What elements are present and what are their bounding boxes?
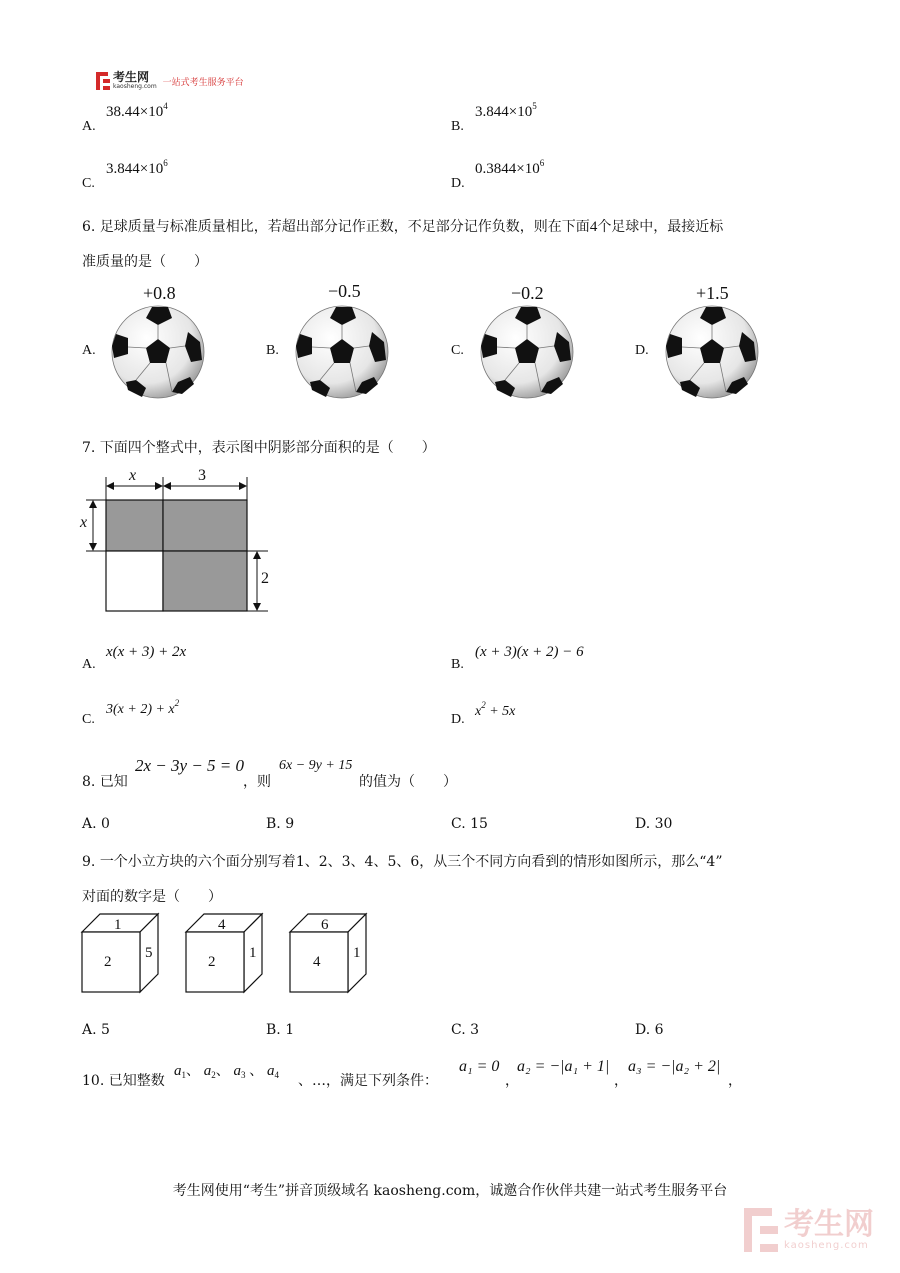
q5-option-d: D. xyxy=(451,176,465,191)
q10-comma-1: ， xyxy=(505,1073,519,1089)
q6-line1: 6. 足球质量与标准质量相比，若超出部分记作正数，不足部分记作负数，则在下面4个足球中，最接近标 xyxy=(82,219,724,235)
q9-line1: 9. 一个小立方块的六个面分别写着1、2、3、4、5、6，从三个不同方向看到的情形如图所示，那么“4” xyxy=(82,854,723,870)
cube-1-side: 5 xyxy=(145,945,153,961)
watermark-name: 考生网 xyxy=(784,1206,874,1242)
q6-ball-figure xyxy=(0,0,900,410)
q6-option-a: A. xyxy=(82,343,96,358)
q7-fig-label-right-2: 2 xyxy=(261,570,269,587)
q9-option-c: C. 3 xyxy=(451,1022,480,1038)
q5-option-a-value: $38.44\times 10^4$ xyxy=(106,101,168,120)
q10-cond-2: a₂ = −|a₁ + 1| xyxy=(517,1058,610,1075)
q7-fig-label-top-x: x xyxy=(129,467,137,484)
q7-option-a: A. xyxy=(82,657,96,672)
q8-equation: 2x − 3y − 5 = 0 xyxy=(135,756,245,775)
q5-option-d-value: $0.3844\times 10^6$ xyxy=(475,158,545,177)
q8-expression: 6x − 9y + 15 xyxy=(279,758,353,773)
logo-url: kaosheng.com xyxy=(113,83,157,90)
q5-option-b: B. xyxy=(451,119,464,134)
q10-seq-tail: 、…，满足下列条件： xyxy=(298,1073,438,1089)
ball-a xyxy=(112,306,204,398)
cube-1-front: 2 xyxy=(104,954,112,970)
ball-b xyxy=(296,306,388,398)
ball-a-label: +0.8 xyxy=(143,283,176,303)
q9-option-b: B. 1 xyxy=(266,1022,295,1038)
q6-option-d: D. xyxy=(635,343,649,358)
q10-pre: 10. 已知整数 xyxy=(82,1073,165,1089)
q6-option-b: B. xyxy=(266,343,279,358)
q8-option-c: C. 15 xyxy=(451,816,488,832)
q10-cond-1: a₁ = 0 xyxy=(459,1058,500,1075)
q8-post: 的值为（ ） xyxy=(359,774,457,790)
q8-option-a: A. 0 xyxy=(82,816,110,832)
cube-3-top: 6 xyxy=(321,917,329,933)
q9-cube-figure xyxy=(78,912,378,994)
q9-option-a: A. 5 xyxy=(82,1022,110,1038)
q7-option-d: D. xyxy=(451,712,465,727)
q5-option-b-value: $3.844\times 10^5$ xyxy=(475,101,537,120)
logo-slogan: 一站式考生服务平台 xyxy=(162,77,244,88)
cube-2-side: 1 xyxy=(249,945,257,961)
ball-c-label: −0.2 xyxy=(511,283,544,303)
watermark xyxy=(744,1208,874,1252)
q6-option-c: C. xyxy=(451,343,464,358)
q10-cond-3: a₃ = −|a₂ + 2| xyxy=(628,1058,721,1075)
q7-option-c-expr: $3(x + 2) + x^2$ xyxy=(106,698,180,717)
q5-option-c-value: $3.844\times 10^6$ xyxy=(106,158,168,177)
q7-option-c: C. xyxy=(82,712,95,727)
q10-comma-2: ， xyxy=(614,1073,628,1089)
q7-area-figure xyxy=(78,465,278,620)
q8-number: 8. 已知 xyxy=(82,774,128,790)
cube-1-top: 1 xyxy=(114,917,122,933)
q7-fig-label-left-x: x xyxy=(80,514,88,531)
q7-option-d-expr: $x^2 + 5x$ xyxy=(475,700,516,719)
ball-d xyxy=(666,306,758,398)
cube-3-front: 4 xyxy=(313,954,321,970)
q8-option-d: D. 30 xyxy=(635,816,673,832)
q9-line2: 对面的数字是（ ） xyxy=(82,889,222,905)
cube-2-front: 2 xyxy=(208,954,216,970)
q7-option-a-expr: x(x + 3) + 2x xyxy=(106,644,187,660)
ball-c xyxy=(481,306,573,398)
q6-line2: 准质量的是（ ） xyxy=(82,254,208,270)
q8-option-b: B. 9 xyxy=(266,816,295,832)
q9-option-d: D. 6 xyxy=(635,1022,664,1038)
watermark-logo-icon xyxy=(744,1208,778,1252)
logo-name: 考生网 xyxy=(113,70,150,84)
q10-comma-3: ， xyxy=(728,1073,742,1089)
q7-fig-label-top-3: 3 xyxy=(198,467,206,484)
q7-option-b: B. xyxy=(451,657,464,672)
q5-option-c: C. xyxy=(82,176,95,191)
q5-option-a: A. xyxy=(82,119,96,134)
watermark-url: kaosheng.com xyxy=(784,1239,869,1251)
q7-text: 7. 下面四个整式中，表示图中阴影部分面积的是（ ） xyxy=(82,440,436,456)
q7-option-b-expr: (x + 3)(x + 2) − 6 xyxy=(475,644,584,660)
q10-sequence: $a_1$、 $a_2$、 $a_3$ 、 $a_4$ xyxy=(174,1063,279,1080)
cube-3-side: 1 xyxy=(353,945,361,961)
page-footer: 考生网使用“考生”拼音顶级域名 kaosheng.com，诚邀合作伙伴共建一站式考生服务平台 xyxy=(172,1183,728,1199)
q8-mid: ，则 xyxy=(243,774,271,790)
ball-d-label: +1.5 xyxy=(696,283,729,303)
cube-2-top: 4 xyxy=(218,917,226,933)
ball-b-label: −0.5 xyxy=(328,281,361,301)
